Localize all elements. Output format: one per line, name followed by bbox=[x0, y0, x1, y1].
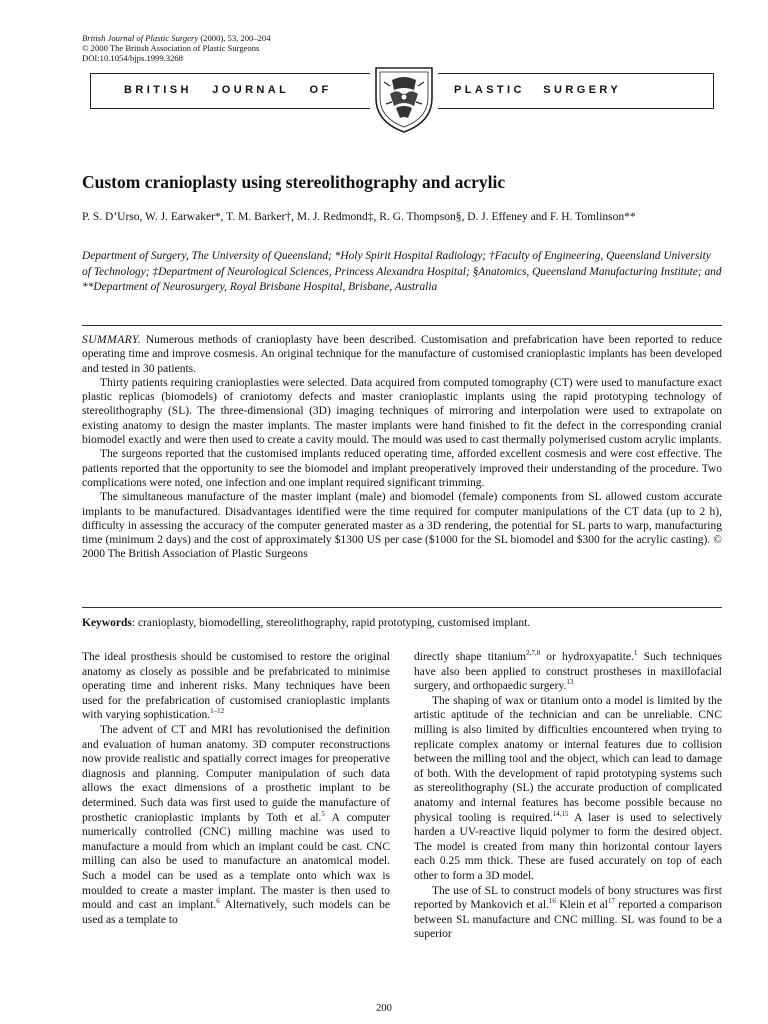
bottom-divider bbox=[82, 607, 722, 608]
banner-right-text: PLASTIC SURGERY bbox=[454, 84, 622, 96]
reference-superscript: 14,15 bbox=[552, 809, 569, 818]
author-affiliations: Department of Surgery, The University of Queensland; *Holy Spirit Hospital Radiology; †Faculty of Engineering, Queensland University of Technology; ‡Department of Neurological Sciences, Princess Alexandra Hospital; §Anatomics, Queensland Manufacturing Institute; and **Department of Neurosurgery, Royal Brisbane Hospital, Brisbane, Australia bbox=[82, 250, 722, 294]
body-text: The shaping of wax or titanium onto a model is limited by the artistic aptitude of the technician and can be unreliable. CNC milling is also limited by difficulties encountered when trying to replicate complex anatomy or internal features due to collision between the milling tool and the object, which can lead to damage of both. With the development of rapid prototyping systems such as stereolithography (SL) the accurate production of complicated anatomy and internal features has become possible because no physical tooling is required. bbox=[414, 694, 722, 824]
doi-line: DOI:10.1054/bjps.1999.3268 bbox=[82, 53, 183, 63]
keywords bbox=[82, 617, 722, 629]
summary-heading: SUMMARY. bbox=[82, 334, 142, 346]
body-paragraph bbox=[82, 723, 390, 927]
reference-superscript: 13 bbox=[566, 678, 574, 687]
keywords-list: : cranioplasty, biomodelling, stereolithography, rapid prototyping, customised implant. bbox=[131, 617, 531, 629]
reference-superscript: 16 bbox=[548, 897, 556, 906]
body-paragraph bbox=[414, 650, 722, 694]
reference-superscript: 2,7,8 bbox=[526, 649, 541, 658]
author-list: P. S. D’Urso, W. J. Earwaker*, T. M. Barker†, M. J. Redmond‡, R. G. Thompson§, D. J. Effeney and F. H. Tomlinson** bbox=[82, 211, 636, 223]
banner-left-text: BRITISH JOURNAL OF bbox=[124, 84, 332, 96]
journal-meta bbox=[82, 33, 271, 63]
body-text: Alternatively, such models can be used as a template to bbox=[82, 899, 390, 926]
summary-paragraph-3: The surgeons reported that the customised implants reduced operating time, afforded excellent cosmesis and were cost effective. The patients reported that the opportunity to see the biomodel and implant preoperatively improved their understanding of the procedure. Two complications were noted, one infection and one implant required significant trimming. bbox=[82, 448, 722, 489]
reference-superscript: 17 bbox=[607, 897, 615, 906]
body-paragraph bbox=[414, 694, 722, 884]
body-text: or hydroxyapatite. bbox=[540, 651, 634, 663]
body-column-left bbox=[82, 650, 390, 927]
journal-crest-logo bbox=[370, 60, 438, 136]
crest-icon bbox=[370, 60, 438, 136]
copyright-line: © 2000 The British Association of Plastic Surgeons bbox=[82, 43, 260, 53]
summary-abstract bbox=[82, 333, 722, 562]
reference-superscript: 5 bbox=[321, 809, 325, 818]
body-paragraph bbox=[414, 884, 722, 942]
summary-paragraph-1 bbox=[82, 333, 722, 376]
body-text: A computer numerically controlled (CNC) milling machine was used to manufacture a mould from which an implant could be cast. CNC milling can also be used to manufacture an anatomical model. Such a model can be used as a template onto which wax is moulded to create a master implant. The master is then used to mould and cast an implant. bbox=[82, 811, 390, 912]
summary-paragraph-2: Thirty patients requiring cranioplasties were selected. Data acquired from computed tomography (CT) were used to manufacture exact plastic replicas (biomodels) of craniotomy defects and master cranioplastic implants using the rapid prototyping technology of stereolithography (SL). The three-dimensional (3D) imaging techniques of mirroring and interpolation were used to extrapolate on existing anatomy to design the master implants. The master implants were hand finished to fit the defect in the corresponding cranial biomodel exactly and were then used to create a cavity mould. The mould was used to cast thermally polymerised custom acrylic implants. bbox=[82, 376, 722, 447]
body-text: reported a comparison between SL manufacture and CNC milling. SL was found to be a superior bbox=[414, 899, 722, 941]
article-title: Custom cranioplasty using stereolithography and acrylic bbox=[82, 172, 506, 192]
body-text: The ideal prosthesis should be customised to restore the original anatomy as closely as possible and be prefabricated to minimise operating time and inherent risks. Many techniques have been used for the prefabrication of customised cranioplastic implants with varying sophistication. bbox=[82, 651, 390, 722]
body-text: directly shape titanium bbox=[414, 651, 527, 663]
journal-name: British Journal of Plastic Surgery bbox=[82, 33, 199, 43]
summary-paragraph-4: The simultaneous manufacture of the master implant (male) and biomodel (female) components from SL allowed custom accurate implants to be manufactured. Disadvantages identified were the time required for computer manipulations of the CT data (up to 2 h), difficulty in assessing the accuracy of the computer generated master as a 3D rendering, the potential for SL parts to warp, manufacturing time (minimum 2 days) and the cost of approximately $1300 US per case ($1000 for the SL biomodel and $300 for the acrylic casting). © 2000 The British Association of Plastic Surgeons bbox=[82, 491, 722, 561]
body-text: The use of SL to construct models of bony structures was first reported by Mankovich et al. bbox=[414, 884, 722, 912]
keywords-label: Keywords bbox=[82, 617, 132, 629]
top-divider bbox=[82, 325, 722, 326]
volume-pages: (2000), 53, 200–204 bbox=[198, 33, 271, 43]
body-text: Klein et al bbox=[555, 899, 608, 912]
summary-text-1: Numerous methods of cranioplasty have been described. Customisation and prefabrication have been reported to reduce operating time and improve cosmesis. An original technique for the manufacture of customised cranioplastic implants has been developed and tested in 30 patients. bbox=[82, 334, 722, 375]
body-text: Such techniques have also been applied to construct prostheses in maxillofacial surgery, and orthopaedic surgery. bbox=[414, 651, 722, 693]
body-text: A laser is used to selectively harden a UV-reactive liquid polymer to form the desired object. The model is created from many thin horizontal contour layers each 0.25 mm thick. These are fused accurately on top of each other to form a 3D model. bbox=[414, 811, 722, 882]
reference-superscript: 1 bbox=[633, 649, 638, 658]
body-column-right bbox=[414, 650, 722, 942]
reference-superscript: 1–12 bbox=[210, 707, 225, 716]
body-paragraph bbox=[82, 650, 390, 723]
citation-line bbox=[82, 33, 271, 43]
reference-superscript: 6 bbox=[216, 897, 220, 906]
body-text: The advent of CT and MRI has revolutionised the definition and evaluation of human anatomy. 3D computer reconstructions now provide realistic and spatially correct images for preoperative diagnosis and planning. Computer manipulation of such data allows the exact dimensions of a prosthetic implant to be determined. Such data was first used to guide the manufacture of prosthetic cranioplastic implants by Toth et al. bbox=[82, 723, 390, 824]
page-number: 200 bbox=[376, 1003, 392, 1014]
